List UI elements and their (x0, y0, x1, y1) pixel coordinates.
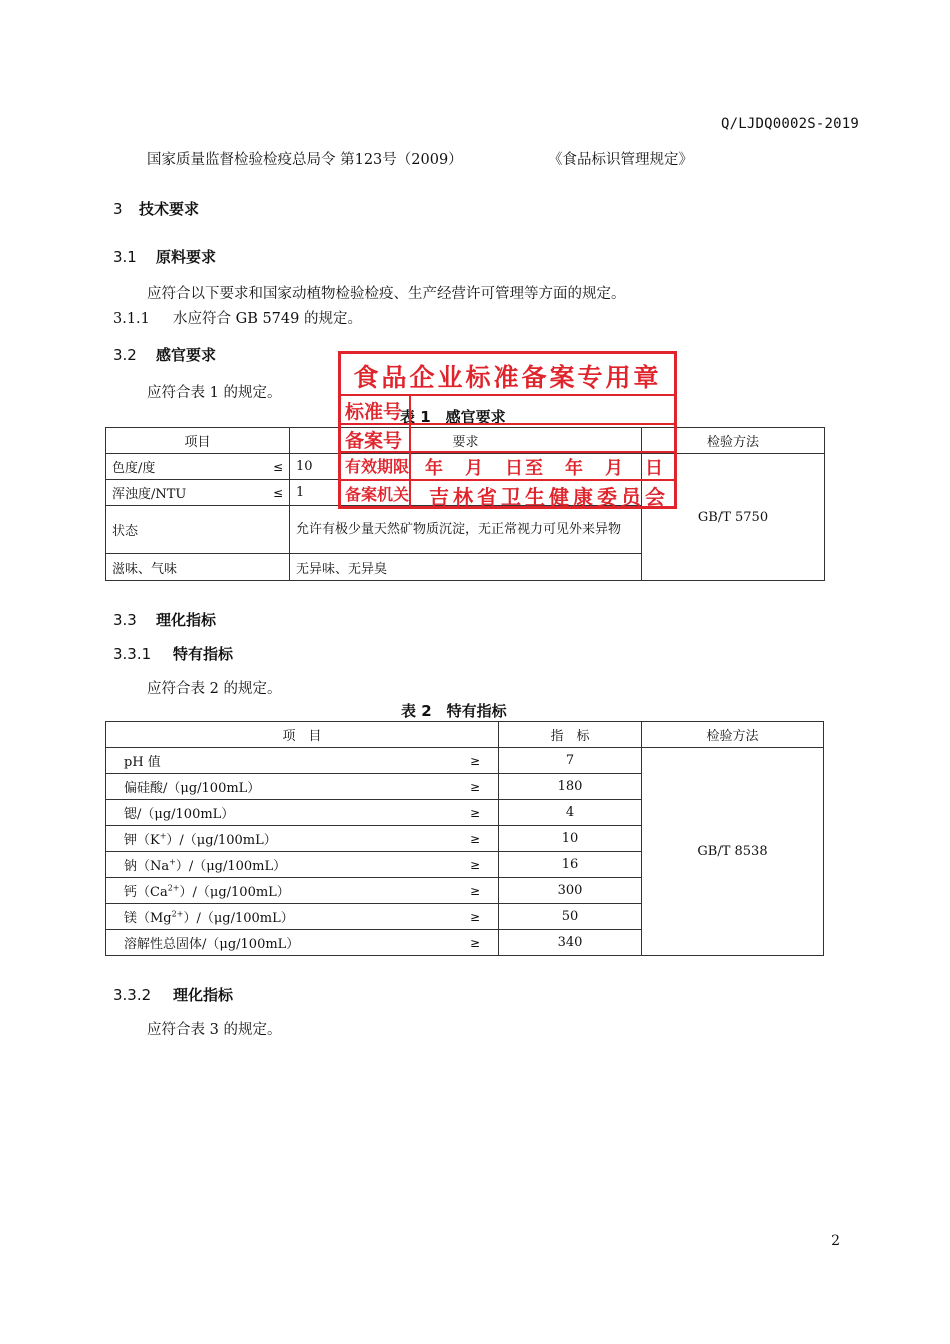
section-3-1-heading (113, 246, 216, 267)
header-indicator: 指 标 (499, 722, 642, 748)
section-title: 特有指标 (173, 645, 234, 663)
row-item: 滋味、气味 (106, 554, 290, 581)
row-symbol: ≤ (272, 485, 283, 500)
row-item: 状态 (106, 506, 290, 554)
document-code: Q/LJDQ0002S-2019 (720, 116, 859, 132)
section-3-1-1-text (113, 307, 362, 328)
row-symbol: ≥ (469, 883, 480, 898)
row-requirement: 允许有极少量天然矿物质沉淀，无正常视力可见外来异物 (290, 506, 642, 554)
reference-title: 《食品标识管理规定》 (548, 152, 693, 168)
header-requirement: 要求 (290, 428, 642, 454)
stamp-title: 食品企业标准备案专用章 (353, 363, 662, 392)
stamp-divider (341, 394, 674, 396)
section-number: 3.3 (113, 611, 137, 629)
section-title: 技术要求 (139, 200, 200, 218)
row-value: 300 (499, 878, 642, 904)
section-body: 水应符合 GB 5749 的规定。 (173, 311, 362, 327)
stamp-label-validity: 有效期限 (345, 457, 410, 476)
row-requirement: 无异味、无异臭 (290, 554, 642, 581)
table-1-caption: 表 1 感官要求 (400, 408, 506, 426)
table-header-row (106, 722, 824, 748)
row-value: 16 (499, 852, 642, 878)
header-item: 项 目 (106, 722, 499, 748)
section-3-3-heading (113, 609, 216, 630)
section-3-3-1-heading (113, 643, 233, 664)
row-symbol: ≥ (469, 779, 480, 794)
stamp-authority-value: 吉林省卫生健康委员会 (429, 485, 669, 509)
section-3-2-text: 应符合表 1 的规定。 (147, 385, 282, 401)
section-3-3-2-heading (113, 984, 233, 1005)
section-3-3-1-text: 应符合表 2 的规定。 (147, 681, 282, 697)
section-3-3-2-text: 应符合表 3 的规定。 (147, 1022, 282, 1038)
stamp-validity-value: 年 月 日至 年 月 日 (425, 458, 665, 479)
row-symbol: ≥ (469, 909, 480, 924)
section-number: 3 (113, 200, 123, 218)
row-symbol: ≥ (469, 753, 480, 768)
section-number: 3.3.1 (113, 645, 152, 663)
reference-regulation: 国家质量监督检验检疫总局令 第123号（2009） (147, 152, 463, 168)
row-requirement: 10 (290, 454, 642, 480)
section-3-heading (113, 198, 199, 219)
row-value: 180 (499, 774, 642, 800)
table-2-specific-indicators (105, 721, 824, 956)
row-symbol: ≤ (272, 459, 283, 474)
row-requirement: 1 (290, 480, 642, 506)
row-item: 偏硅酸/（μg/100mL） (124, 781, 261, 796)
row-item: 锶/（μg/100mL） (124, 807, 235, 822)
row-item: 钾（K+）/（μg/100mL） (124, 831, 277, 848)
section-number: 3.3.2 (113, 986, 152, 1004)
row-item: pH 值 (124, 755, 161, 770)
section-number: 3.2 (113, 346, 137, 364)
row-symbol: ≥ (469, 805, 480, 820)
stamp-label-standard-no: 标准号 (345, 401, 403, 423)
section-title: 感官要求 (156, 346, 217, 364)
row-value: 4 (499, 800, 642, 826)
table-2-caption: 表 2 特有指标 (401, 702, 507, 720)
stamp-divider (409, 394, 411, 506)
row-item: 钙$(Ca^{2+})/(\mu g/100mL)$ (124, 883, 290, 900)
method-cell: GB/T 8538 (642, 748, 824, 956)
section-number: 3.1 (113, 248, 137, 266)
page-number: 2 (831, 1233, 840, 1249)
row-item: 溶解性总固体/（μg/100mL） (124, 937, 300, 952)
header-method: 检验方法 (642, 722, 824, 748)
row-symbol: ≥ (469, 857, 480, 872)
stamp-label-filing-no: 备案号 (345, 430, 403, 452)
table-row (106, 748, 824, 774)
section-number: 3.1.1 (113, 311, 150, 327)
row-item: 钠（Na+）/（μg/100mL） (124, 857, 287, 874)
header-item: 项目 (106, 428, 290, 454)
row-value: 50 (499, 904, 642, 930)
filing-stamp (338, 351, 677, 509)
section-title: 原料要求 (156, 248, 217, 266)
section-title: 理化指标 (173, 986, 234, 1004)
row-item: 镁$(Mg^{2+})/(\mu g/100mL)$ (124, 909, 294, 926)
header-method: 检验方法 (642, 428, 825, 454)
row-item: 色度/度 (112, 461, 156, 476)
section-3-2-heading (113, 344, 216, 365)
row-item: 浑浊度/NTU (112, 487, 187, 502)
row-symbol: ≥ (469, 831, 480, 846)
section-3-1-text: 应符合以下要求和国家动植物检验检疫、生产经营许可管理等方面的规定。 (147, 286, 626, 302)
stamp-label-authority: 备案机关 (345, 485, 410, 504)
row-value: 10 (499, 826, 642, 852)
row-value: 340 (499, 930, 642, 956)
section-title: 理化指标 (156, 611, 217, 629)
row-symbol: ≥ (469, 935, 480, 950)
row-value: 7 (499, 748, 642, 774)
method-cell: GB/T 5750 (642, 454, 825, 581)
